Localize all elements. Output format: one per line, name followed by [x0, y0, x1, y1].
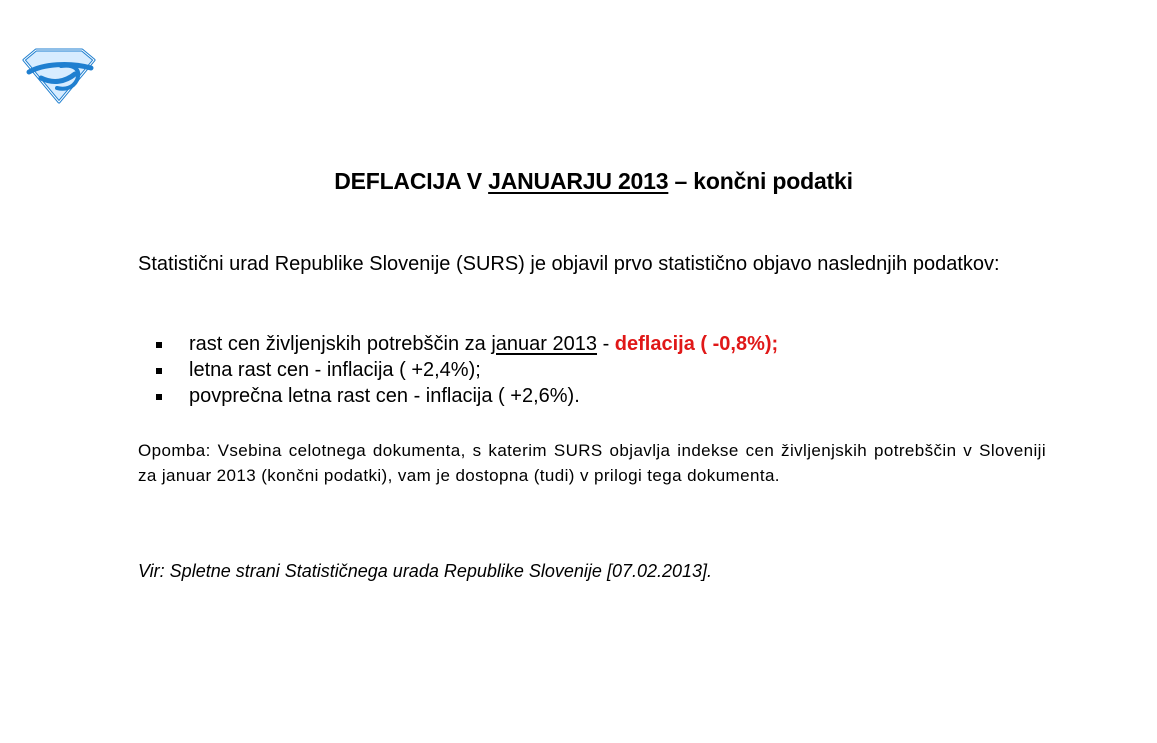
title-prefix: DEFLACIJA V: [334, 168, 489, 194]
deflation-value: deflacija ( -0,8%);: [614, 333, 779, 355]
bullet-icon: [156, 368, 162, 374]
document-title: [0, 168, 1157, 195]
title-suffix: – končni podatki: [668, 168, 853, 194]
bullet-icon: [156, 342, 162, 348]
bullet-text: povprečna letna rast cen - inflacija ( +2,6%).: [189, 385, 580, 407]
list-item: [138, 331, 1048, 357]
bullet-separator: -: [597, 333, 615, 355]
title-date: JANUARJU 2013: [488, 168, 669, 194]
bullet-text: rast cen življenjskih potrebščin za: [189, 333, 492, 355]
note-paragraph: Opomba: Vsebina celotnega dokumenta, s katerim SURS objavlja indekse cen življenjskih potrebščin v Sloveniji za januar 2013 (končni podatki), vam je dostopna (tudi) v prilogi tega dokumenta.: [138, 441, 1046, 485]
intro-paragraph: Statistični urad Republike Slovenije (SURS) je objavil prvo statistično objavo naslednjih podatkov:: [138, 253, 1000, 275]
source-line: Vir: Spletne strani Statističnega urada Republike Slovenije [07.02.2013].: [138, 561, 713, 581]
list-item: [138, 383, 1048, 409]
logo: [21, 48, 97, 104]
bullet-list: [138, 331, 1048, 409]
bullet-date: januar 2013: [491, 333, 598, 355]
bullet-text: letna rast cen - inflacija ( +2,4%);: [189, 359, 481, 381]
sd-logo-icon: [21, 48, 97, 104]
list-item: [138, 357, 1048, 383]
bullet-icon: [156, 394, 162, 400]
